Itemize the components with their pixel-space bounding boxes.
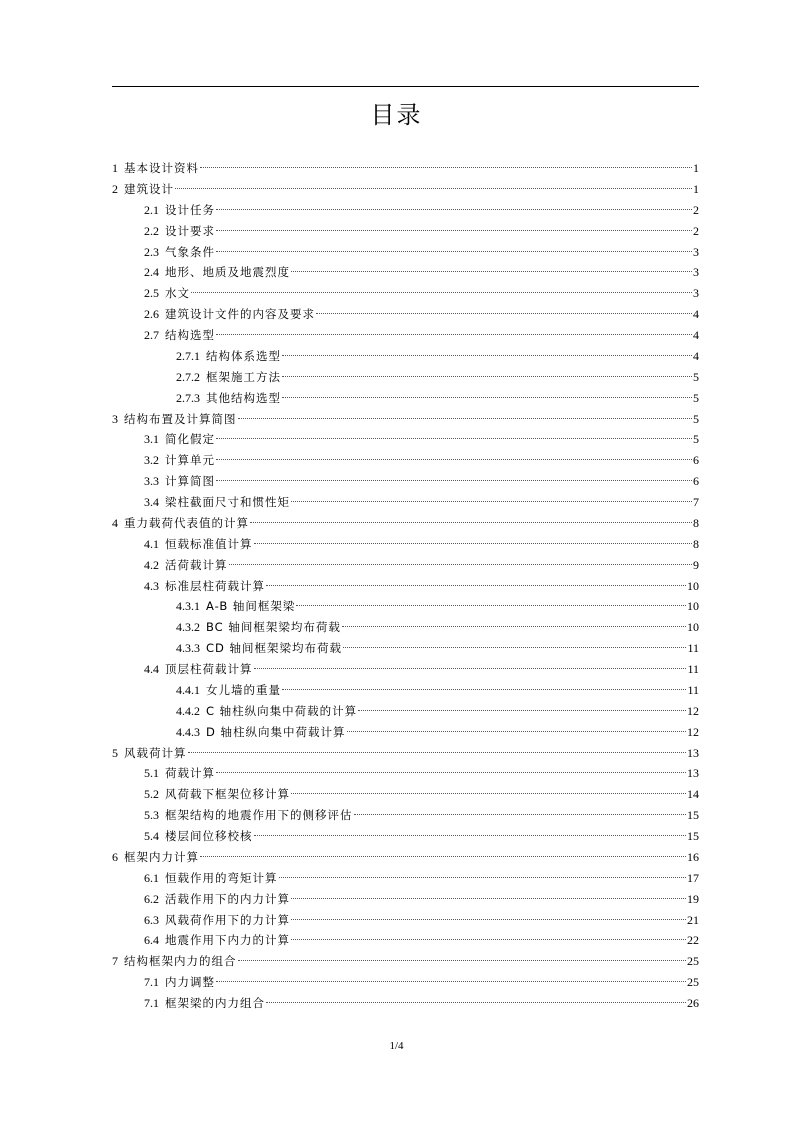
toc-entry-page: 15 xyxy=(687,808,699,823)
toc-entry-label: 地形、地质及地震烈度 xyxy=(165,265,290,280)
dot-leader xyxy=(216,480,692,481)
toc-entry[interactable] xyxy=(112,930,699,951)
toc-entry[interactable] xyxy=(112,325,699,346)
toc-entry[interactable] xyxy=(112,638,699,659)
toc-entry[interactable] xyxy=(112,847,699,868)
dot-leader xyxy=(282,689,686,690)
dot-leader xyxy=(216,438,692,439)
toc-entry-label: 框架施工方法 xyxy=(206,369,281,384)
dot-leader xyxy=(291,919,686,920)
dot-leader xyxy=(291,939,686,940)
toc-entry-number: 3.3 xyxy=(144,474,159,489)
toc-entry-page: 5 xyxy=(693,390,699,405)
toc-entry-number: 2.3 xyxy=(144,244,159,259)
toc-entry-label: 活荷载计算 xyxy=(165,557,228,572)
toc-entry-number: 2.4 xyxy=(144,265,159,280)
dot-leader xyxy=(296,605,686,606)
dot-leader xyxy=(358,710,686,711)
toc-entry-number: 2.6 xyxy=(144,307,159,322)
dot-leader xyxy=(291,793,686,794)
toc-entry-label: 框架梁的内力组合 xyxy=(165,996,265,1010)
dot-leader xyxy=(266,1002,686,1003)
toc-entry-page: 13 xyxy=(687,745,699,760)
toc-entry-label: 结构体系选型 xyxy=(206,348,281,363)
toc-entry-page: 4 xyxy=(693,328,699,342)
toc-entry-number: 2.1 xyxy=(144,202,159,217)
toc-entry-page: 1 xyxy=(693,181,699,196)
dot-leader xyxy=(229,564,693,565)
dot-leader xyxy=(216,230,692,231)
toc-entry-number: 4.3.3 xyxy=(176,641,200,656)
toc-entry-label: 简化假定 xyxy=(165,432,215,447)
toc-entry[interactable] xyxy=(112,555,699,576)
toc-entry-page: 5 xyxy=(693,432,699,447)
dot-leader xyxy=(266,585,686,586)
toc-entry-page: 16 xyxy=(687,849,699,864)
toc-entry-page: 15 xyxy=(687,829,699,843)
toc-entry[interactable] xyxy=(112,701,699,722)
toc-entry-number: 2 xyxy=(112,181,118,196)
dot-leader xyxy=(200,856,686,857)
toc-entry[interactable] xyxy=(112,659,699,680)
toc-entry-label: 气象条件 xyxy=(165,244,215,259)
toc-entry-number: 7.1 xyxy=(144,975,159,990)
toc-entry-label: 建筑设计 xyxy=(124,181,174,196)
dot-leader xyxy=(250,522,692,523)
toc-entry[interactable] xyxy=(112,492,699,513)
toc-entry-page: 11 xyxy=(687,641,699,656)
toc-entry-number: 4.3.1 xyxy=(176,599,200,614)
dot-leader xyxy=(216,209,692,210)
toc-entry-number: 6 xyxy=(112,849,118,864)
dot-leader xyxy=(238,960,687,961)
toc-entry[interactable] xyxy=(112,993,699,1014)
toc-entry[interactable] xyxy=(112,158,699,179)
toc-entry-page: 14 xyxy=(687,787,699,802)
toc-entry-label: 楼层间位移校核 xyxy=(165,829,253,843)
toc-entry[interactable] xyxy=(112,910,699,931)
toc-entry-label: 基本设计资料 xyxy=(124,161,199,175)
toc-entry-page: 12 xyxy=(687,703,699,718)
dot-leader xyxy=(200,167,692,168)
toc-entry-page: 6 xyxy=(693,453,699,468)
toc-entry-page: 5 xyxy=(693,411,699,426)
toc-entry-number: 3.4 xyxy=(144,495,159,509)
toc-entry-page: 11 xyxy=(687,682,699,697)
toc-entry-number: 4.3 xyxy=(144,578,159,593)
toc-entry-number: 6.1 xyxy=(144,870,159,885)
toc-entry-number: 7 xyxy=(112,954,118,969)
toc-entry-label: 女儿墙的重量 xyxy=(206,682,281,697)
toc-entry-number: 4.3.2 xyxy=(176,620,200,635)
toc-entry-label: 地震作用下内力的计算 xyxy=(165,933,290,948)
toc-entry[interactable] xyxy=(112,179,699,200)
toc-entry[interactable] xyxy=(112,889,699,910)
toc-entry[interactable] xyxy=(112,450,699,471)
dot-leader xyxy=(282,355,692,356)
toc-entry[interactable] xyxy=(112,200,699,221)
toc-entry-page: 4 xyxy=(693,307,699,322)
toc-entry-label: 内力调整 xyxy=(165,975,215,990)
dot-leader xyxy=(216,334,692,335)
toc-entry-label: 风载荷作用下的力计算 xyxy=(165,912,290,927)
toc-entry-label: 结构框架内力的组合 xyxy=(124,954,237,969)
toc-entry-number: 5.4 xyxy=(144,829,159,843)
toc-entry-number: 6.4 xyxy=(144,933,159,948)
toc-entry-label: 计算简图 xyxy=(165,474,215,489)
toc-entry-number: 3.2 xyxy=(144,453,159,468)
toc-entry[interactable] xyxy=(112,576,699,597)
dot-leader xyxy=(254,835,687,836)
toc-entry-page: 5 xyxy=(693,369,699,384)
toc-entry-page: 7 xyxy=(693,495,699,509)
toc-entry[interactable] xyxy=(112,388,699,409)
dot-leader xyxy=(354,814,687,815)
dot-leader xyxy=(282,376,692,377)
dot-leader xyxy=(175,188,692,189)
toc-entry[interactable] xyxy=(112,534,699,555)
toc-entry-number: 2.5 xyxy=(144,286,159,301)
toc-entry-number: 7.1 xyxy=(144,996,159,1010)
dot-leader xyxy=(282,397,692,398)
toc-entry-page: 10 xyxy=(687,599,699,614)
toc-entry[interactable] xyxy=(112,805,699,826)
toc-entry-number: 2.7.1 xyxy=(176,348,200,363)
table-of-contents xyxy=(112,158,699,1014)
toc-entry-page: 3 xyxy=(693,286,699,301)
toc-entry-label: C 轴柱纵向集中荷载的计算 xyxy=(206,703,358,718)
toc-entry-page: 10 xyxy=(687,620,699,635)
toc-entry-page: 26 xyxy=(687,996,699,1010)
toc-entry-page: 11 xyxy=(687,662,699,676)
toc-entry-number: 3 xyxy=(112,411,118,426)
toc-entry-page: 25 xyxy=(687,975,699,990)
toc-entry-label: 结构布置及计算简图 xyxy=(124,411,237,426)
toc-entry-page: 13 xyxy=(687,766,699,781)
dot-leader xyxy=(291,898,686,899)
toc-entry[interactable] xyxy=(112,242,699,263)
toc-entry-page: 3 xyxy=(693,265,699,280)
toc-entry-page: 6 xyxy=(693,474,699,489)
toc-entry[interactable] xyxy=(112,763,699,784)
toc-entry-number: 4.1 xyxy=(144,536,159,551)
page-number-footer: 1/4 xyxy=(389,1040,404,1052)
toc-entry-number: 5.3 xyxy=(144,808,159,823)
toc-entry-number: 2.2 xyxy=(144,223,159,238)
dot-leader xyxy=(191,292,692,293)
toc-entry-label: 风荷载下框架位移计算 xyxy=(165,787,290,802)
toc-entry-number: 6.3 xyxy=(144,912,159,927)
toc-entry-label: 恒载作用的弯矩计算 xyxy=(165,870,278,885)
dot-leader xyxy=(188,752,687,753)
toc-entry-label: BC 轴间框架梁均布荷载 xyxy=(206,620,341,635)
toc-entry-number: 4.4 xyxy=(144,662,159,676)
dot-leader xyxy=(216,459,692,460)
toc-entry[interactable] xyxy=(112,868,699,889)
dot-leader xyxy=(291,501,692,502)
toc-entry-page: 8 xyxy=(693,515,699,530)
toc-entry-page: 21 xyxy=(687,912,699,927)
toc-entry-page: 10 xyxy=(687,578,699,593)
toc-entry-label: 重力载荷代表值的计算 xyxy=(124,515,249,530)
dot-leader xyxy=(347,731,686,732)
toc-entry-number: 1 xyxy=(112,161,118,175)
toc-entry[interactable] xyxy=(112,346,699,367)
toc-entry-label: 活载作用下的内力计算 xyxy=(165,891,290,906)
toc-entry-label: CD 轴间框架梁均布荷载 xyxy=(206,641,343,656)
dot-leader xyxy=(216,772,686,773)
toc-entry-page: 2 xyxy=(693,202,699,217)
toc-entry-number: 4 xyxy=(112,515,118,530)
toc-entry-page: 25 xyxy=(687,954,699,969)
dot-leader xyxy=(279,877,687,878)
toc-entry-number: 2.7.2 xyxy=(176,369,200,384)
toc-entry-page: 19 xyxy=(687,891,699,906)
toc-entry-page: 1 xyxy=(693,161,699,175)
dot-leader xyxy=(216,981,686,982)
toc-entry-label: 梁柱截面尺寸和惯性矩 xyxy=(165,495,290,509)
toc-entry-label: A-B 轴间框架梁 xyxy=(206,599,296,614)
toc-entry-label: 结构选型 xyxy=(165,328,215,342)
toc-entry-number: 5.2 xyxy=(144,787,159,802)
toc-entry-label: D 轴柱纵向集中荷载计算 xyxy=(206,724,346,739)
toc-entry-label: 建筑设计文件的内容及要求 xyxy=(165,307,315,322)
toc-entry[interactable] xyxy=(112,513,699,534)
toc-entry-label: 风载荷计算 xyxy=(124,745,187,760)
toc-entry-label: 计算单元 xyxy=(165,453,215,468)
toc-entry[interactable] xyxy=(112,367,699,388)
toc-entry[interactable] xyxy=(112,221,699,242)
toc-entry-number: 4.4.3 xyxy=(176,724,200,739)
toc-entry-label: 框架结构的地震作用下的侧移评估 xyxy=(165,808,353,823)
toc-entry-number: 3.1 xyxy=(144,432,159,447)
toc-entry-label: 顶层柱荷载计算 xyxy=(165,662,253,676)
toc-entry-label: 水文 xyxy=(165,286,190,301)
toc-entry-label: 荷载计算 xyxy=(165,766,215,781)
toc-entry[interactable] xyxy=(112,680,699,701)
toc-entry-label: 框架内力计算 xyxy=(124,849,199,864)
toc-entry-page: 12 xyxy=(687,724,699,739)
toc-entry-page: 22 xyxy=(687,933,699,948)
toc-entry[interactable] xyxy=(112,262,699,283)
toc-entry-page: 3 xyxy=(693,244,699,259)
page-title: 目录 xyxy=(370,101,423,129)
toc-entry[interactable] xyxy=(112,617,699,638)
toc-entry-label: 标准层柱荷载计算 xyxy=(165,578,265,593)
header-rule xyxy=(112,86,699,87)
toc-entry[interactable] xyxy=(112,722,699,743)
toc-entry-number: 2.7 xyxy=(144,328,159,342)
toc-entry-page: 2 xyxy=(693,223,699,238)
toc-entry[interactable] xyxy=(112,784,699,805)
toc-entry-page: 4 xyxy=(693,348,699,363)
toc-entry-number: 4.4.2 xyxy=(176,703,200,718)
dot-leader xyxy=(343,647,686,648)
dot-leader xyxy=(316,313,692,314)
toc-entry-page: 9 xyxy=(693,557,699,572)
dot-leader xyxy=(342,626,686,627)
toc-entry-number: 4.2 xyxy=(144,557,159,572)
toc-entry-label: 设计要求 xyxy=(165,223,215,238)
toc-entry-number: 5.1 xyxy=(144,766,159,781)
toc-entry-page: 8 xyxy=(693,536,699,551)
toc-entry[interactable] xyxy=(112,972,699,993)
toc-entry-label: 设计任务 xyxy=(165,202,215,217)
toc-entry-page: 17 xyxy=(687,870,699,885)
toc-entry[interactable] xyxy=(112,951,699,972)
toc-entry[interactable] xyxy=(112,826,699,847)
toc-entry[interactable] xyxy=(112,429,699,450)
toc-entry[interactable] xyxy=(112,596,699,617)
toc-entry-number: 2.7.3 xyxy=(176,390,200,405)
dot-leader xyxy=(254,543,693,544)
toc-entry-label: 恒载标准值计算 xyxy=(165,536,253,551)
dot-leader xyxy=(291,271,692,272)
dot-leader xyxy=(238,418,693,419)
dot-leader xyxy=(254,668,687,669)
toc-entry-label: 其他结构选型 xyxy=(206,390,281,405)
toc-entry[interactable] xyxy=(112,283,699,304)
toc-entry[interactable] xyxy=(112,304,699,325)
toc-entry[interactable] xyxy=(112,743,699,764)
dot-leader xyxy=(216,251,692,252)
toc-entry[interactable] xyxy=(112,471,699,492)
toc-entry-number: 6.2 xyxy=(144,891,159,906)
toc-entry-number: 5 xyxy=(112,745,118,760)
toc-entry-number: 4.4.1 xyxy=(176,682,200,697)
toc-entry[interactable] xyxy=(112,409,699,430)
